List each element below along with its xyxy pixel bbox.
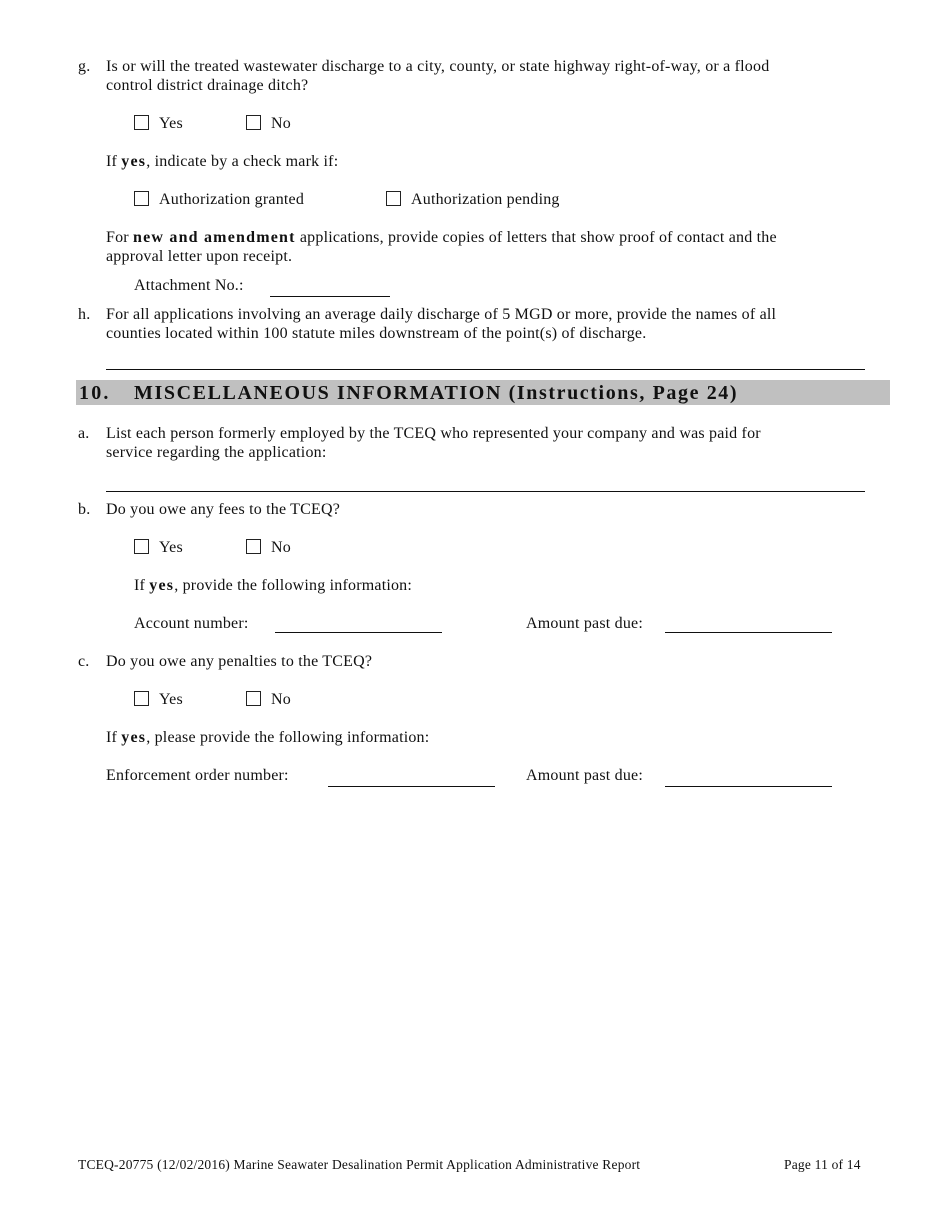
item-b-marker: b. [78, 501, 91, 518]
authorization-granted-checkbox[interactable] [134, 191, 149, 206]
item-g-no-option[interactable] [246, 114, 291, 133]
authorization-pending-checkbox[interactable] [386, 191, 401, 206]
item-b-no-checkbox[interactable] [246, 539, 261, 554]
item-g-yes-label: Yes [159, 115, 183, 132]
authorization-granted-label: Authorization granted [159, 191, 305, 208]
authorization-pending-label: Authorization pending [411, 191, 560, 208]
item-g-marker: g. [78, 58, 91, 75]
item-a-question-line2: service regarding the application: [106, 444, 327, 461]
item-c-question: Do you owe any penalties to the TCEQ? [106, 653, 373, 670]
item-c-marker: c. [78, 653, 90, 670]
item-c-no-label: No [271, 691, 291, 708]
item-c-yes-checkbox[interactable] [134, 691, 149, 706]
item-b-no-label: No [271, 539, 291, 556]
new-amendment-note-line1: For new and amendment applications, provide copies of letters that show proof of contact and the [106, 229, 777, 246]
item-g-yes-option[interactable] [134, 114, 183, 133]
item-b-if-yes-text: If yes, provide the following information: [134, 577, 413, 594]
item-h-answer-field[interactable] [106, 369, 865, 370]
item-h-question-line2: counties located within 100 statute miles downstream of the point(s) of discharge. [106, 325, 647, 342]
item-g-yes-checkbox[interactable] [134, 115, 149, 130]
item-c-no-option[interactable] [246, 690, 291, 709]
penalties-amount-past-due-field[interactable] [665, 786, 832, 787]
fees-amount-past-due-field[interactable] [665, 632, 832, 633]
item-g-no-checkbox[interactable] [246, 115, 261, 130]
penalties-amount-past-due-label: Amount past due: [526, 767, 643, 784]
item-b-yes-checkbox[interactable] [134, 539, 149, 554]
enforcement-order-number-field[interactable] [328, 786, 495, 787]
item-h-question-line1: For all applications involving an average daily discharge of 5 MGD or more, provide the names of all [106, 306, 777, 323]
item-b-question: Do you owe any fees to the TCEQ? [106, 501, 341, 518]
attachment-no-label: Attachment No.: [134, 277, 244, 294]
attachment-no-field[interactable] [270, 296, 390, 297]
item-c-no-checkbox[interactable] [246, 691, 261, 706]
account-number-label: Account number: [134, 615, 249, 632]
item-c-yes-label: Yes [159, 691, 183, 708]
footer-form-id: TCEQ-20775 (12/02/2016) Marine Seawater Desalination Permit Application Administrative Report [78, 1157, 641, 1172]
authorization-pending-option[interactable] [386, 190, 560, 209]
item-h-marker: h. [78, 306, 91, 323]
item-b-yes-option[interactable] [134, 538, 183, 557]
item-b-yes-label: Yes [159, 539, 183, 556]
footer-page-number: Page 11 of 14 [784, 1157, 861, 1172]
item-a-marker: a. [78, 425, 90, 442]
account-number-field[interactable] [275, 632, 442, 633]
item-g-if-yes-text: If yes, indicate by a check mark if: [106, 153, 339, 170]
item-a-answer-field[interactable] [106, 491, 865, 492]
new-amendment-note-line2: approval letter upon receipt. [106, 248, 293, 265]
authorization-granted-option[interactable] [134, 190, 304, 209]
item-a-question-line1: List each person formerly employed by the TCEQ who represented your company and was paid for [106, 425, 761, 442]
enforcement-order-number-label: Enforcement order number: [106, 767, 289, 784]
section-10-title: MISCELLANEOUS INFORMATION (Instructions, Page 24) [134, 382, 739, 404]
item-g-question-line1: Is or will the treated wastewater discharge to a city, county, or state highway right-of-way, or a flood [106, 58, 770, 75]
item-c-if-yes-text: If yes, please provide the following information: [106, 729, 430, 746]
fees-amount-past-due-label: Amount past due: [526, 615, 643, 632]
item-b-no-option[interactable] [246, 538, 291, 557]
section-10-number: 10. [79, 382, 111, 404]
item-g-no-label: No [271, 115, 291, 132]
item-c-yes-option[interactable] [134, 690, 183, 709]
item-g-question-line2: control district drainage ditch? [106, 77, 309, 94]
